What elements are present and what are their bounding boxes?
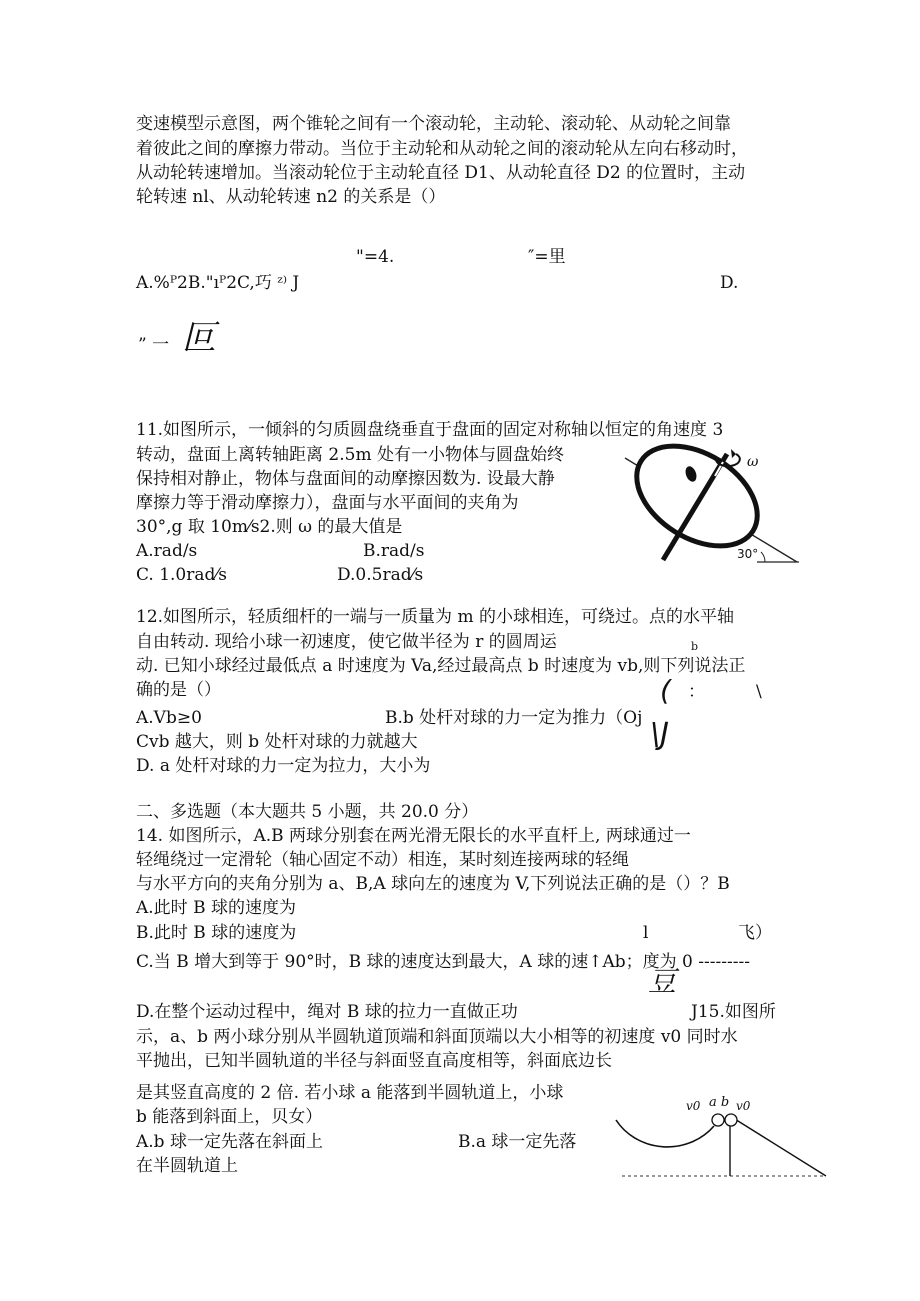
q14-line-3: 与水平方向的夹角分别为 a、B,A 球向左的速度为 V,下列说法正确的是（）？B: [136, 874, 730, 894]
q12-option-a: A.Vb≥0: [136, 708, 202, 728]
q15-option-b-continued: 在半圆轨道上: [136, 1156, 238, 1176]
q12-line-3: 动. 已知小球经过最低点 a 时速度为 Va,经过最高点 b 时速度为 vb,则下列说法正: [136, 656, 746, 676]
q12-mark-slash: \: [756, 682, 762, 702]
q10-options-line: A.%ᴾ2B."ıᴾ2C,巧 ᶻ⁾ J: [136, 273, 300, 293]
q10-line-4: 轮转速 nl、从动轮转速 n2 的关系是（）: [136, 187, 446, 207]
q14-option-b-mark-1: l: [643, 923, 649, 943]
q14-option-b: B.此时 B 球的速度为: [136, 923, 297, 943]
q15-label-v0-right: v0: [736, 1099, 751, 1113]
q14-line-1: 14. 如图所示，A.B 两球分别套在两光滑无限长的水平直杆上, 两球通过一: [136, 826, 691, 846]
q11-option-c: C. 1.0rad⁄s: [136, 565, 227, 585]
q14-option-a: A.此时 B 球的速度为: [136, 898, 296, 918]
q11-line-1: 11.如图所示，一倾斜的匀质圆盘绕垂直于盘面的固定对称轴以恒定的角速度 3: [136, 420, 724, 440]
q12-mark-paren: (: [660, 674, 671, 707]
q11-line-4: 摩擦力等于滑动摩擦力），盘面与水平面间的夹角为: [136, 493, 519, 513]
q10-garbled-formula-1: "=4.: [356, 247, 395, 267]
q12-mark-colon: ：: [688, 682, 705, 702]
q11-line-3: 保持相对静止，物体与盘面间的动摩擦因数为. 设最大静: [136, 469, 555, 489]
q10-line-3: 从动轮转速增加。当滚动轮位于主动轮直径 D1、从动轮直径 D2 的位置时，主动: [136, 163, 746, 183]
q14-option-c: C.当 B 增大到等于 90°时，B 球的速度达到最大，A 球的速↑Ab；度为 0 ---------: [136, 952, 750, 972]
q14-option-b-mark-2: 飞）: [738, 923, 772, 943]
q15-label-v0-left: v0: [686, 1099, 701, 1113]
q12-mark-ij: \J: [650, 717, 669, 752]
q11-line-5: 30°,g 取 10m⁄s2.则 ω 的最大值是: [136, 517, 403, 537]
q11-angle-label: 30°: [737, 547, 759, 561]
q12-option-c: Cvb 越大，则 b 处杆对球的力就越大: [136, 732, 418, 752]
q10-line-1: 变速模型示意图，两个锥轮之间有一个滚动轮，主动轮、滚动轮、从动轮之间靠: [136, 114, 731, 134]
q15-option-a: A.b 球一定先落在斜面上: [136, 1132, 323, 1152]
q11-tilted-disk-figure: [615, 440, 805, 570]
q11-option-a: A.rad/s: [136, 541, 198, 561]
q10-garbled-glyph: 叵: [182, 318, 216, 358]
q15-line-4: 是其竖直高度的 2 倍. 若小球 a 能落到半圆轨道上，小球: [136, 1083, 564, 1103]
q15-line-1: J15.如图所: [691, 1002, 776, 1022]
q15-option-b: B.a 球一定先落: [458, 1132, 577, 1152]
q12-line-1: 12.如图所示，轻质细杆的一端与一质量为 m 的小球相连，可绕过。点的水平轴: [136, 607, 734, 627]
q12-line-4: 确的是（）: [136, 680, 221, 700]
section-heading-multi-choice: 二、多选题（本大题共 5 小题，共 20.0 分）: [136, 802, 479, 822]
q15-line-2: 示，a、b 两小球分别从半圆轨道顶端和斜面顶端以大小相等的初速度 v0 同时水: [136, 1027, 738, 1047]
q10-option-d: D.: [720, 273, 739, 293]
q11-option-d: D.0.5rad⁄s: [337, 565, 424, 585]
q14-option-d: D.在整个运动过程中，绳对 B 球的拉力一直做正功: [136, 1002, 518, 1022]
q10-line-2: 着彼此之间的摩擦力带动。当位于主动轮和从动轮之间的滚动轮从左向右移动时，: [136, 139, 748, 159]
q14-mark-dou: 豆: [648, 965, 677, 998]
q12-mark-b: b: [691, 640, 699, 653]
q15-semicircle-incline-figure: [608, 1092, 830, 1184]
q15-line-3: 平抛出，已知半圆轨道的半径与斜面竖直高度相等，斜面底边长: [136, 1051, 612, 1071]
q10-garbled-formula-2: ″=里: [528, 247, 566, 267]
q11-omega-label: ω: [747, 454, 759, 470]
q15-label-ab: a b: [709, 1095, 730, 1110]
q11-line-2: 转动，盘面上离转轴距离 2.5m 处有一小物体与圆盘始终: [136, 445, 564, 465]
q12-line-2: 自由转动. 现给小球一初速度，使它做半径为 r 的圆周运: [136, 632, 557, 652]
q12-option-d: D. a 处杆对球的力一定为拉力，大小为: [136, 756, 431, 776]
q10-garbled-formula-3: ” 一: [138, 335, 170, 355]
q15-line-5: b 能落到斜面上，贝女）: [136, 1107, 323, 1127]
q14-line-2: 轻绳绕过一定滑轮（轴心固定不动）相连，某时刻连接两球的轻绳: [136, 850, 629, 870]
q12-option-b: B.b 处杆对球的力一定为推力（Oj: [385, 708, 643, 728]
q11-option-b: B.rad/s: [363, 541, 425, 561]
